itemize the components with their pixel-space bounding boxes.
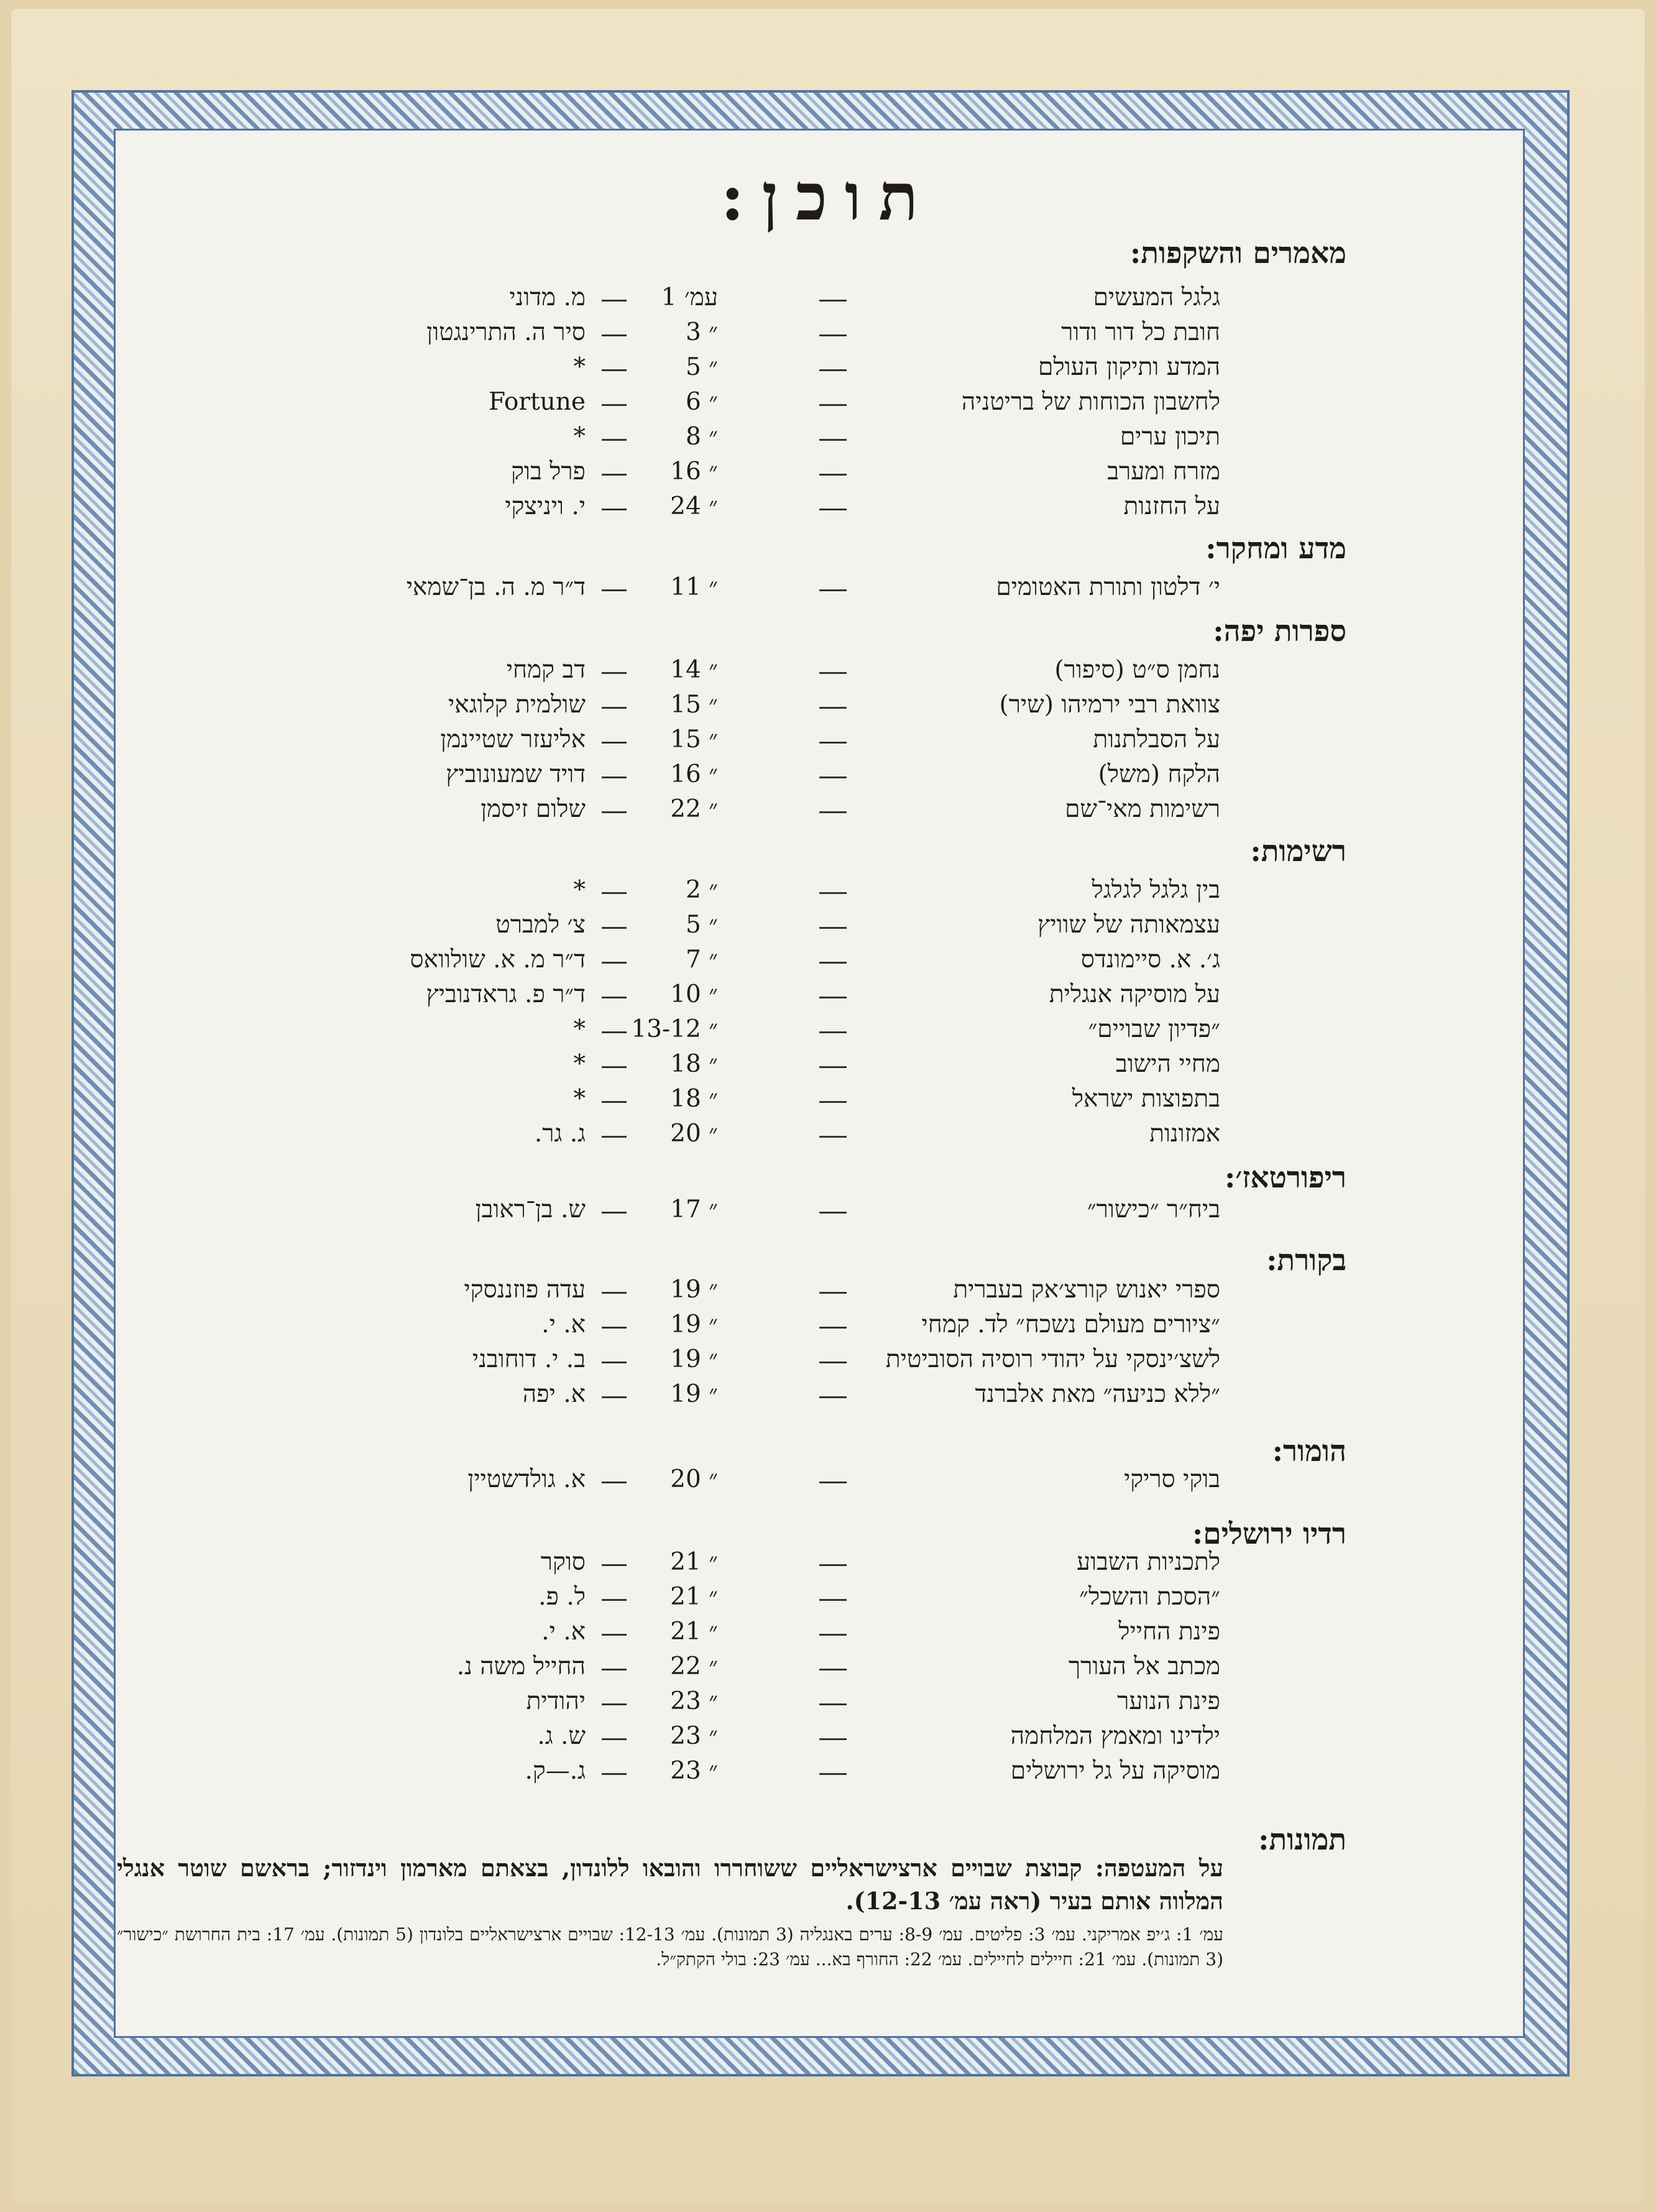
page-title: תוכן: [720,159,936,235]
dash [602,1292,627,1294]
section-heading: מאמרים והשקפות: [1129,236,1346,270]
toc-row [0,1757,1656,1793]
toc-title: י׳ דלטון ותורת האטומים [996,573,1220,601]
toc-row [0,726,1656,762]
toc-author: א. גולדשטיין [467,1465,586,1493]
toc-row [0,1345,1656,1381]
toc-author: צ׳ למברט [495,911,586,939]
toc-page: ״ 8 [685,423,718,451]
toc-row [0,1085,1656,1121]
toc-page: ״ 17 [670,1196,718,1224]
toc-author: א. י. [541,1618,586,1646]
toc-title: בין גלגל לגלגל [1092,876,1220,904]
dash [819,777,847,778]
dash [602,589,627,591]
toc-page: ״ 19 [670,1276,718,1304]
dash [602,1634,627,1636]
dash [602,672,627,674]
toc-title: לתכניות השבוע [1076,1548,1220,1576]
toc-page: ״ 18 [670,1050,718,1078]
toc-author: * [573,353,586,381]
dash [602,742,627,744]
toc-row [0,283,1656,320]
dash [819,1327,847,1329]
toc-row [0,1583,1656,1619]
dash [602,1773,627,1775]
toc-row [0,1652,1656,1689]
dash [819,300,847,302]
toc-title: על הסבלתנות [1093,726,1220,753]
photos-list: עמ׳ 1: ג׳יפ אמריקני. עמ׳ 3: פליטים. עמ׳ 8-9: ערים באנגליה (3 תמונות). עמ׳ 12-13: שבויים ארצישראליים בלונדון (5 תמונות). עמ׳ 17: בית החרושת ״כישור״ (3 תמונות). עמ׳ 21: חיילים לחיילים. עמ׳ 22: החורף בא... עמ׳ 23: בולי הקתק״ל. [117,1924,1224,1970]
toc-title: ג׳. א. סיימונדס [1080,946,1220,974]
dash [819,811,847,813]
dash [819,1634,847,1636]
dash [602,1362,627,1363]
dash [602,1738,627,1740]
section-heading: רשימות: [1250,834,1346,869]
toc-title: גלגל המעשים [1093,283,1220,311]
toc-title: לשצ׳ינסקי על יהודי רוסיה הסוביטית [885,1345,1220,1373]
dash [602,1396,627,1398]
toc-author: א. י. [541,1311,586,1339]
dash [819,1031,847,1033]
dash [602,1564,627,1566]
toc-page: ״ 15 [670,726,718,753]
dash [819,1292,847,1294]
toc-title: תיכון ערים [1120,423,1220,451]
toc-author: * [573,1015,586,1043]
toc-author: ג. גר. [534,1120,586,1148]
toc-row [0,573,1656,609]
dash [819,1482,847,1483]
dash [602,509,627,510]
toc-page: ״ 20 [670,1465,718,1493]
toc-page: ״ 18 [670,1085,718,1113]
dash [602,1101,627,1103]
toc-page: ״ 21 [670,1618,718,1646]
toc-author: * [573,1085,586,1113]
toc-row [0,876,1656,912]
toc-page: ״ 19 [670,1345,718,1373]
dash [602,1066,627,1068]
toc-title: על מוסיקה אנגלית [1049,980,1220,1008]
toc-author: ל. פ. [538,1583,586,1611]
toc-author: עדה פוזננסקי [464,1276,586,1304]
toc-title: פינת הנוער [1117,1687,1220,1715]
dash [819,1599,847,1601]
toc-author: החייל משה נ. [456,1652,586,1680]
dash [602,1327,627,1329]
toc-row [0,911,1656,947]
toc-title: ילדינו ומאמץ המלחמה [1010,1722,1220,1750]
toc-title: חובת כל דור ודור [1061,318,1220,346]
dash [819,1101,847,1103]
dash [602,811,627,813]
toc-row [0,1276,1656,1312]
dash [819,369,847,371]
toc-author: א. יפה [522,1380,586,1408]
dash [602,777,627,778]
toc-author: מ. מדוני [509,283,586,311]
toc-title: ״ללא כניעה״ מאת אלברנד [975,1380,1220,1408]
dash [819,1396,847,1398]
dash [819,1703,847,1705]
dash [602,1669,627,1671]
dash [819,997,847,998]
dash [819,1212,847,1214]
toc-author: ד״ר פ. גראדנוביץ [426,980,586,1008]
toc-author: * [573,1050,586,1078]
toc-page: ״ 23 [670,1687,718,1715]
toc-page: עמ׳ 1 [661,283,718,311]
dash [602,300,627,302]
toc-title: ״ציורים מעולם נשכח״ לד. קמחי [921,1311,1220,1339]
dash [819,439,847,441]
toc-author: דב קמחי [506,656,586,684]
dash [602,707,627,709]
toc-title: פינת החייל [1118,1618,1220,1646]
toc-row [0,795,1656,831]
toc-row [0,1311,1656,1347]
dash [602,369,627,371]
section-heading: מדע ומחקר: [1205,532,1346,566]
toc-row [0,1722,1656,1758]
toc-row [0,1050,1656,1086]
dash [819,589,847,591]
dash [602,1703,627,1705]
toc-page: ״ 15 [670,691,718,719]
toc-title: הלקח (משל) [1098,760,1220,788]
toc-page: ״ 5 [685,911,718,939]
toc-author: שלום זיסמן [481,795,586,823]
toc-author: פרל בוק [511,458,586,486]
toc-row [0,1380,1656,1416]
dash [819,962,847,964]
dash [602,927,627,929]
toc-author: סיר ה. התרינגטון [426,318,586,346]
toc-row [0,388,1656,424]
toc-page: ״ 23 [670,1722,718,1750]
toc-row [0,946,1656,982]
dash [602,1482,627,1483]
dash [602,997,627,998]
section-heading: ריפורטאז׳: [1225,1161,1346,1195]
dash [819,1773,847,1775]
toc-author: דויד שמעונוביץ [446,760,586,788]
dash [602,334,627,336]
toc-title: לחשבון הכוחות של בריטניה [961,388,1220,416]
dash [819,927,847,929]
dash [819,404,847,406]
toc-page: ״ 16 [670,760,718,788]
toc-row [0,760,1656,796]
toc-title: ספרי יאנוש קורצ׳אק בעברית [953,1276,1220,1304]
toc-page: ״ 24 [670,492,718,520]
toc-author: * [573,876,586,904]
toc-row [0,458,1656,494]
toc-title: ״הסכת והשכל״ [1079,1583,1220,1611]
toc-row [0,1548,1656,1584]
section-heading: הומור: [1272,1434,1346,1468]
toc-page: ״ 3 [685,318,718,346]
toc-title: המדע ותיקון העולם [1037,353,1220,381]
cover-photo-caption: על המעטפה: קבוצת שבויים ארצישראליים ששוחררו והובאו ללונדון, בצאתם מארמון וינדזור; בראשם שוטר אנגלי המלווה אותם בעיר (ראה עמ׳ 12-13). [117,1854,1223,1915]
toc-title: מזרח ומערב [1107,458,1220,486]
toc-row [0,980,1656,1016]
dash [602,1599,627,1601]
toc-title: מחיי הישוב [1115,1050,1220,1078]
dash [602,892,627,894]
dash [602,404,627,406]
toc-row [0,1120,1656,1156]
toc-row [0,353,1656,389]
toc-author: ב. י. דוחובני [472,1345,586,1373]
section-heading: רדיו ירושלים: [1192,1517,1346,1551]
dash [819,672,847,674]
dash [602,1212,627,1214]
toc-page: ״ 13-12 [631,1015,718,1043]
toc-page: ״ 11 [670,573,718,601]
toc-row [0,423,1656,459]
section-heading: בקורת: [1266,1243,1346,1278]
dash [819,742,847,744]
toc-page: ״ 19 [670,1380,718,1408]
toc-page: ״ 19 [670,1311,718,1339]
toc-row [0,1618,1656,1654]
toc-title: אמזונות [1149,1120,1220,1148]
toc-author: * [573,423,586,451]
toc-page: ״ 2 [685,876,718,904]
dash [819,1362,847,1363]
dash [819,474,847,476]
toc-page: ״ 7 [685,946,718,974]
dash [819,1564,847,1566]
toc-title: על החזנות [1123,492,1220,520]
dash [819,509,847,510]
toc-page: ״ 10 [670,980,718,1008]
toc-row [0,492,1656,528]
dash [602,474,627,476]
toc-page: ״ 23 [670,1757,718,1785]
toc-row [0,1015,1656,1051]
toc-author: Fortune [488,388,586,416]
section-heading: ספרות יפה: [1213,614,1346,648]
toc-author: ד״ר מ. א. שולוואס [410,946,586,974]
toc-row [0,1465,1656,1501]
dash [602,439,627,441]
toc-page: ״ 5 [685,353,718,381]
dash [819,1669,847,1671]
toc-row [0,1687,1656,1723]
toc-author: ג.—ק. [525,1757,586,1785]
toc-title: נחמן ס״ט (סיפור) [1054,656,1220,684]
toc-author: ד״ר מ. ה. בן־שמאי [406,573,586,601]
dash [819,892,847,894]
toc-page: ״ 21 [670,1583,718,1611]
dash [819,334,847,336]
toc-page: ״ 22 [670,795,718,823]
toc-author: יהודית [526,1687,586,1715]
toc-page: ״ 22 [670,1652,718,1680]
section-heading: תמונות: [1258,1823,1346,1857]
toc-title: ״פדיון שבויים״ [1088,1015,1220,1043]
dash [602,962,627,964]
toc-title: עצמאותה של שוויץ [1037,911,1220,939]
toc-title: מוסיקה על גל ירושלים [1010,1757,1220,1785]
toc-author: ש. ג. [537,1722,586,1750]
toc-author: שולמית קלוגאי [448,691,586,719]
toc-page: ״ 20 [670,1120,718,1148]
toc-page: ״ 16 [670,458,718,486]
toc-row [0,691,1656,727]
toc-page: ״ 14 [670,656,718,684]
toc-page: ״ 6 [685,388,718,416]
dash [819,1136,847,1138]
dash [819,1066,847,1068]
toc-author: י. ויניצקי [505,492,586,520]
toc-title: מכתב אל העורך [1069,1652,1220,1680]
toc-title: ביח״ר ״כישור״ [1087,1196,1220,1224]
toc-author: ש. בן־ראובן [475,1196,586,1224]
dash [819,707,847,709]
toc-page: ״ 21 [670,1548,718,1576]
toc-title: צוואת רבי ירמיהו (שיר) [999,691,1220,719]
dash [602,1136,627,1138]
toc-author: אליעזר שטיינמן [440,726,586,753]
toc-title: בוקי סריקי [1124,1465,1220,1493]
toc-row [0,318,1656,354]
toc-row [0,656,1656,692]
toc-row [0,1196,1656,1232]
dash [602,1031,627,1033]
toc-author: סוקר [540,1548,586,1576]
toc-title: בתפוצות ישראל [1072,1085,1220,1113]
toc-title: רשימות מאי־שם [1065,795,1220,823]
dash [819,1738,847,1740]
